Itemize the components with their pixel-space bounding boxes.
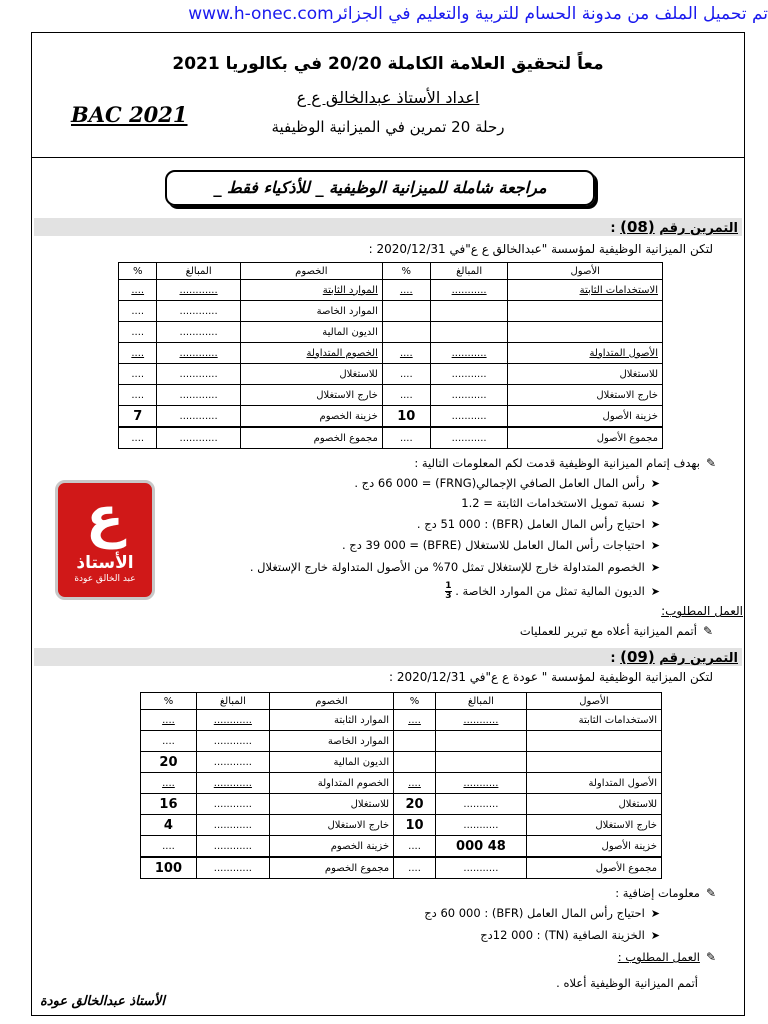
table-row: الأصول المتداولة ........... .... الخصوم المتداولة ............ .... [119,343,663,364]
table-row: خزينة الأصول ........... 10 خزينة الخصوم ............ 7 [119,406,663,428]
exercise-9-task: أتمم الميزانية الوظيفية أعلاه . [556,976,698,990]
table-row: خارج الاستغلال ........... .... خارج الاستغلال ............ .... [119,385,663,406]
table-total-row: مجموع الأصول ........... .... مجموع الخصوم ............ 100 [141,857,662,879]
table-row: الموارد الخاصة ............ .... [119,301,663,322]
table-row: الأصول المتداولة ........... .... الخصوم المتداولة ............ .... [141,773,662,794]
exercise-8-task-label: العمل المطلوب: [661,604,743,618]
pencil-icon: ✎ [705,886,716,900]
exercise-9-heading: التمرين رقم (09) : [34,648,742,666]
list-item: ➤احتياجات رأس المال العامل للاستغلال (BFRE) = 39 000 دج . [342,538,660,552]
teacher-logo: ع الأستاذ عبد الخالق عودة [55,480,155,600]
list-item: ➤الديون المالية تمثل من الموارد الخاصة . $\frac{1}{3}$ [445,581,660,601]
header-box [31,32,745,158]
list-item: ➤نسبة تمويل الاستخدامات الثابتة = 1.2 [461,496,660,510]
table-row: الموارد الخاصة ............ .... [141,731,662,752]
table-row: للاستغلال ........... 20 للاستغلال ............ 16 [141,794,662,815]
arrow-icon: ➤ [650,585,660,598]
pencil-icon: ✎ [702,624,713,638]
download-banner: تم تحميل الملف من مدونة الحسام للتربية والتعليم في الجزائرwww.h-onec.com [188,4,768,24]
table-row: الديون المالية ............ 20 [141,752,662,773]
fraction-one-third: $\frac{1}{3}$ [445,581,452,601]
list-item: ➤الخزينة الصافية (TN) : 12 000دج [480,928,660,942]
title-banner: مراجعة شاملة للميزانية الوظيفية _ للأذكياء فقط _ [165,170,595,206]
table-row: الاستخدامات الثابتة ........... .... الموارد الثابتة ............ .... [141,710,662,731]
header-title: معاً لتحقيق العلامة الكاملة 20/20 في بكالوريا 2021 [172,54,604,74]
pencil-icon: ✎ [705,456,716,470]
header-author: اعداد الأستاذ عبدالخالق ع ع [296,88,480,107]
exercise-8-intro: لتكن الميزانية الوظيفية لمؤسسة "عبدالخالق ع ع"في 2020/12/31 : [368,242,713,256]
exercise-9-intro: لتكن الميزانية الوظيفية لمؤسسة " عودة ع ع"في 2020/12/31 : [388,670,713,684]
exercise-9-info-intro: ✎معلومات إضافية : [615,886,716,900]
arrow-icon: ➤ [650,907,660,920]
arrow-icon: ➤ [650,477,660,490]
arrow-icon: ➤ [650,539,660,552]
list-item: ➤احتياج رأس المال العامل (BFR) : 51 000 دج . [416,517,660,531]
list-item: ➤احتياج رأس المال العامل (BFR) : 60 000 دج [424,906,660,920]
arrow-icon: ➤ [650,929,660,942]
exercise-8-task: ✎أتمم الميزانية أعلاه مع تبرير للعمليات [519,624,713,638]
exercise-9-balance-table [140,692,662,879]
exercise-8-heading: التمرين رقم (08) : [34,218,742,236]
pencil-icon: ✎ [705,950,716,964]
arrow-icon: ➤ [650,561,660,574]
table-row: الاستخدامات الثابتة ........... .... الموارد الثابتة ............ .... [119,280,663,301]
teacher-signature: الأستاذ عبدالخالق عودة [40,994,165,1009]
exercise-8-balance-table [118,262,663,449]
list-item: ➤رأس المال العامل الصافي الإجمالي(FRNG) = 66 000 دج . [354,476,660,490]
header-subtitle: رحلة 20 تمرين في الميزانية الوظيفية [271,118,505,136]
table-row: خزينة الأصول 48 000 .... خزينة الخصوم ............ .... [141,836,662,858]
exercise-8-info-intro: ✎بهدف إتمام الميزانية الوظيفية قدمت لكم المعلومات التالية : [414,456,716,470]
table-row: للاستغلال ........... .... للاستغلال ............ .... [119,364,663,385]
exercise-9-task-label: ✎العمل المطلوب : [617,950,716,964]
list-item: ➤الخصوم المتداولة خارج للإستغلال تمثل 70% من الأصول المتداولة خارج الإستغلال . [249,560,660,574]
table-row: خارج الاستغلال ........... 10 خارج الاستغلال ............ 4 [141,815,662,836]
arrow-icon: ➤ [650,518,660,531]
arrow-icon: ➤ [650,497,660,510]
table-total-row: مجموع الأصول ........... .... مجموع الخصوم ............ .... [119,427,663,449]
table-header-row: الأصول المبالغ % الخصوم المبالغ % [141,693,662,710]
table-row: الديون المالية ............ .... [119,322,663,343]
table-header-row: الأصول المبالغ % الخصوم المبالغ % [119,263,663,280]
bac-mark: BAC 2021 [71,102,188,127]
